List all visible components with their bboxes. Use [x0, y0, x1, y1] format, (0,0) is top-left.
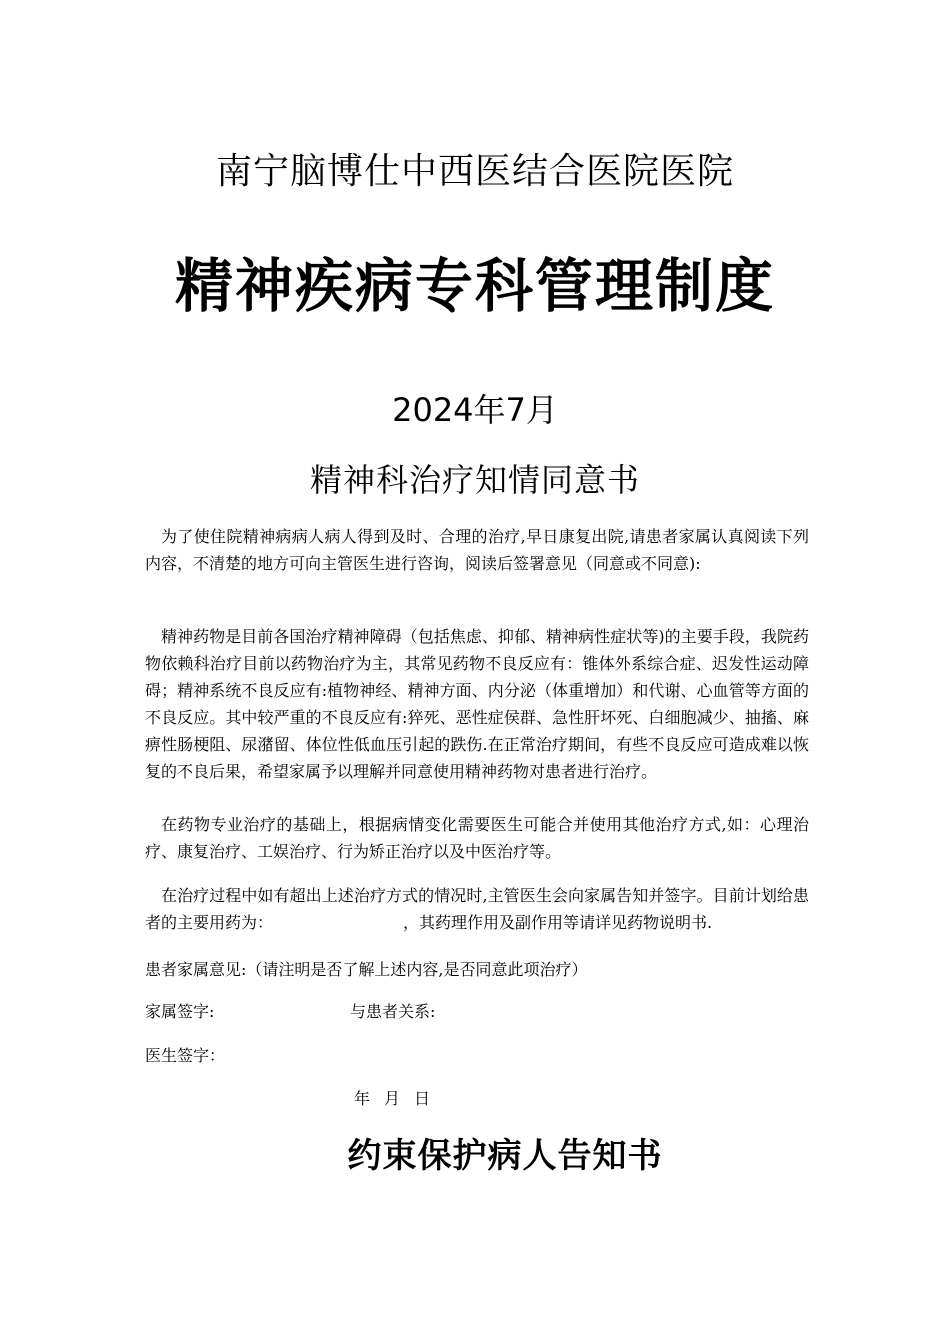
hospital-name: 南宁脑博仕中西医结合医院医院 [215, 151, 734, 192]
relation-to-patient-label: 与患者关系: [350, 1002, 436, 1021]
family-opinion-label: 患者家属意见:（请注明是否了解上述内容,是否同意此项治疗） [145, 960, 588, 979]
consent-intro-paragraph: 为了使住院精神病病人病人得到及时、合理的治疗,早日康复出院,请患者家属认真阅读下列内容，不清楚的地方可向主管医生进行咨询，阅读后签署意见（同意或不同意): [145, 527, 809, 573]
document-main-title: 精神疾病专科管理制度 [174, 252, 775, 320]
drug-side-effects-paragraph: 精神药物是目前各国治疗精神障碍（包括焦虑、抑郁、精神病性症状等)的主要手段，我院药物依赖科治疗目前以药物治疗为主，其常见药物不良反应有：锥体外系综合症、迟发性运动障碍；精神系统不良反应有:植物神经、精神方面、内分泌（体重增加）和代谢、心血管等方面的不良反应。其中较严重的不良反应有:猝死、恶性症侯群、急性肝坏死、白细胞减少、抽搐、麻痹性肠梗阻、尿潴留、体位性低血压引起的跌伤.在正常治疗期间，有些不良反应可造成难以恢复的不良后果，希望家属予以理解并同意使用精神药物对患者进行治疗。 [145, 627, 809, 781]
day-label: 日 [414, 1089, 431, 1108]
month-label: 月 [384, 1089, 401, 1108]
doctor-signature-label: 医生签字： [145, 1046, 226, 1065]
year-label: 年 [354, 1089, 371, 1108]
treatment-plan-paragraph [145, 882, 809, 936]
restraint-notice-title: 约束保护病人告知书 [347, 1136, 663, 1176]
treatment-plan-text-end: ，其药理作用及副作用等请详见药物说明书. [403, 913, 713, 932]
consent-form-title: 精神科治疗知情同意书 [309, 461, 640, 499]
treatment-plan-text: 在治疗过程中如有超出上述治疗方式的情况时,主管医生会向家属告知并签字。目前计划给患者的主要用药为： [145, 886, 809, 932]
other-treatment-paragraph: 在药物专业治疗的基础上，根据病情变化需要医生可能合并使用其他治疗方式,如：心理治疗、康复治疗、工娱治疗、行为矫正治疗以及中医治疗等。 [145, 815, 809, 861]
document-date: 2024年7月 [392, 391, 558, 429]
family-signature-label: 家属签字: [145, 1002, 215, 1021]
date-line [354, 1085, 444, 1112]
